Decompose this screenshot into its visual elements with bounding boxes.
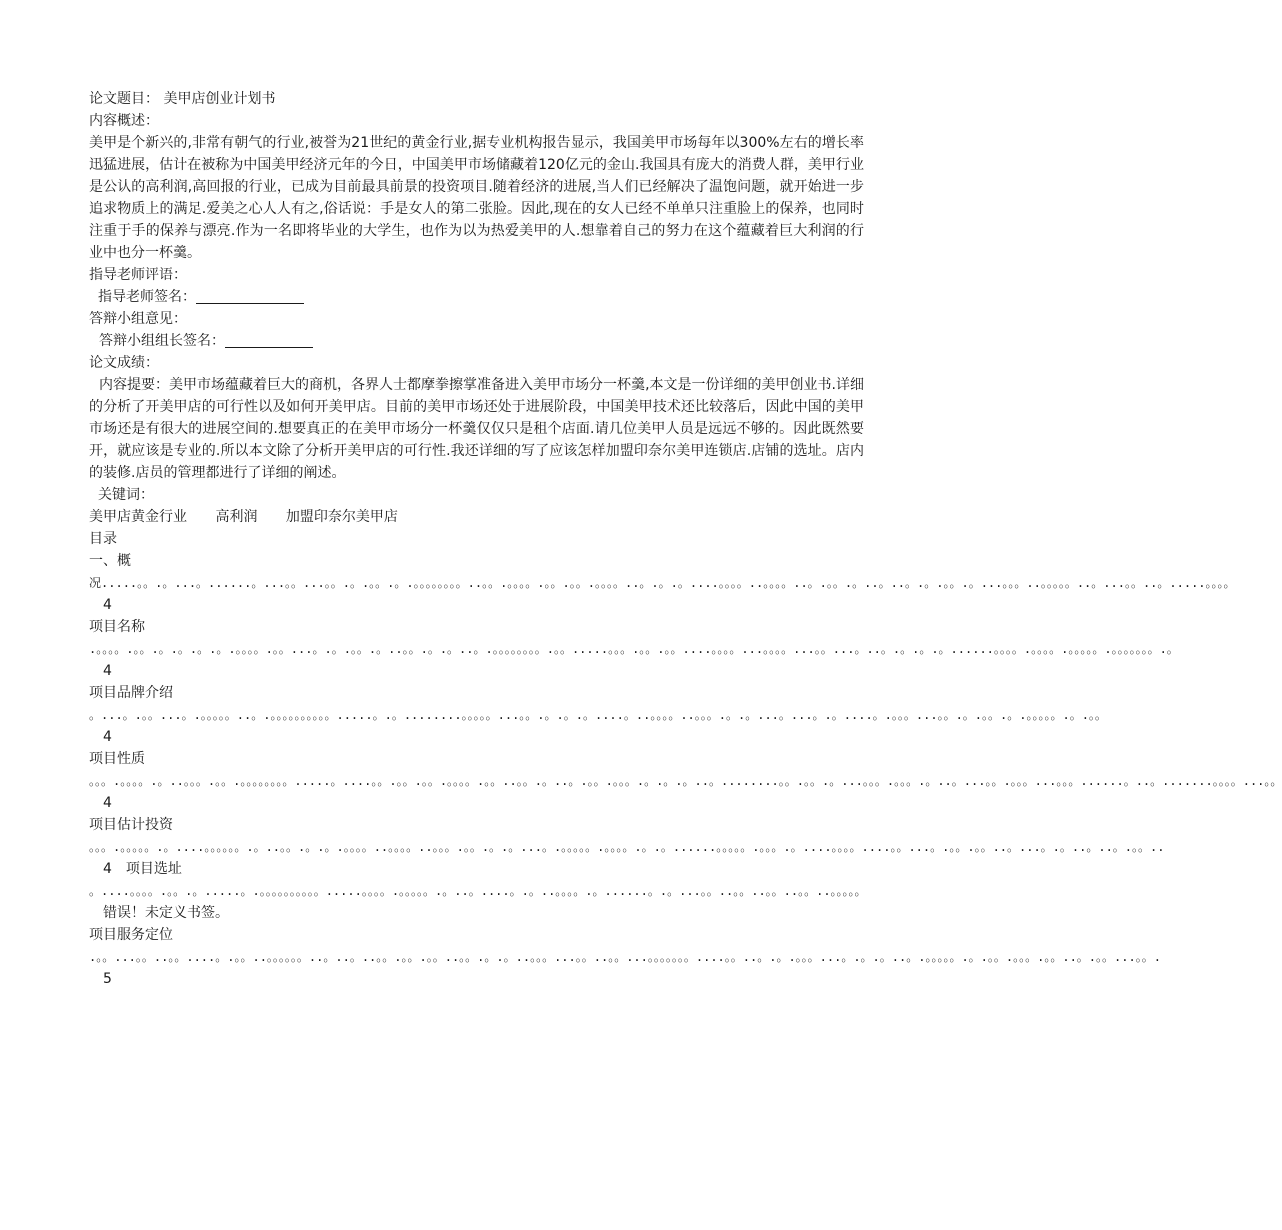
summary-heading: 内容概述：	[89, 113, 159, 129]
grade-label: 论文成绩：	[89, 355, 159, 371]
keywords-list	[89, 506, 864, 528]
committee-signature-label: 答辩小组组长签名：	[99, 333, 225, 349]
thesis-title-label: 论文题目：	[89, 91, 159, 107]
toc-entry-title: 况	[89, 576, 102, 590]
toc-entry-overview[interactable]	[89, 572, 1236, 616]
committee-opinion-label: 答辩小组意见：	[89, 311, 187, 327]
committee-signature-line	[89, 330, 864, 352]
toc-page-number: 4	[103, 663, 112, 679]
committee-signature-blank	[225, 333, 313, 348]
keywords-label: 关键词：	[98, 487, 154, 503]
toc-page-number: 4	[103, 861, 112, 877]
toc-page-number: 4	[103, 729, 112, 745]
toc-page-number: 4	[103, 597, 112, 613]
toc-entry-service-positioning[interactable]	[89, 924, 1161, 990]
toc-leader-dots: .....。。.。...。......。...。。...。。.。.。。.。.。。。。。。。。..。。.。。。。.。。.。。.。。。。..。.。.。....。。。。..。。。。..。.。。.。..。..。.。.。。.。...。。。..。。。。。..。...。。..。.....。。。。	[101, 576, 1236, 590]
toc-entry-title: 项目服务定位	[89, 927, 173, 943]
toc-entry-title: 项目品牌介绍	[89, 685, 173, 701]
toc-page-number: 5	[103, 971, 112, 987]
toc-entry-site-selection[interactable]	[89, 880, 867, 924]
advisor-signature-line	[89, 286, 864, 308]
toc-entry-title: 项目性质	[89, 751, 145, 767]
toc-leader	[89, 880, 867, 924]
toc-leader-dots: 。...。.。。...。.。。。。。..。.。。。。。。。。。。.....。.。........。。。。。...。。.。.。.。....。..。。。。..。。。.。.。...。...。.。....。.。。。...。。.。.。。.。.。。。。。.。.。。	[89, 708, 1107, 722]
toc-leader	[89, 704, 1107, 748]
advisor-signature-label: 指导老师签名：	[98, 289, 196, 305]
toc-entry-brand-intro[interactable]	[89, 682, 1107, 748]
summary-body: 美甲是个新兴的,非常有朝气的行业,被誉为21世纪的黄金行业,据专业机构报告显示，我国美甲市场每年以300%左右的增长率迅猛进展，估计在被称为中国美甲经济元年的今日，中国美甲市场储藏着120亿元的金山.我国具有庞大的消费人群，美甲行业是公认的高利润,高回报的行业，已成为目前最具前景的投资项目.随着经济的进展,当人们已经解决了温饱问题，就开始进一步追求物质上的满足.爱美之心人人有之,俗话说：手是女人的第二张脸。因此,现在的女人已经不单单只注重脸上的保养，也同时注重于手的保养与漂亮.作为一名即将毕业的大学生，也作为以为热爱美甲的人.想靠着自己的努力在这个蕴藏着巨大利润的行业中也分一杯羹。	[89, 135, 864, 261]
toc-leader-dots: 。....。。。。.。。.。.....。.。。。。。。。。。。.....。。。。.。。。。。.。..。....。.。..。。。。.。......。.。...。。..。。..。。..。。..。。。。。	[89, 884, 867, 898]
advisor-comment-label: 指导老师评语：	[89, 267, 187, 283]
toc-entry-project-name[interactable]	[89, 616, 1179, 682]
toc-entry-title: 项目名称	[89, 619, 145, 635]
advisor-signature-blank	[196, 289, 304, 304]
keyword-item: 美甲店黄金行业	[89, 509, 187, 525]
toc-entry-project-nature[interactable]	[89, 748, 1282, 814]
toc-leader	[89, 638, 1179, 682]
toc-leader	[89, 770, 1282, 814]
toc-leader	[89, 836, 1165, 880]
toc-entry-investment[interactable]	[89, 814, 1165, 880]
toc-leader-dots: .。。。。.。。.。.。.。.。.。。。。.。。...。.。.。。.。..。。.。.。..。.。。。。。。。。.。。.....。。。.。。.。。....。。。。...。。。。...。。...。..。.。.。.。......。。。。.。。。。.。。。。。.。。。。。。。.。	[89, 642, 1179, 656]
abstract-body: 内容提要：美甲市场蕴藏着巨大的商机，各界人士都摩拳擦掌准备进入美甲市场分一杯羹,本文是一份详细的美甲创业书.详细的分析了开美甲店的可行性以及如何开美甲店。目前的美甲市场还处于进展阶段，中国美甲技术还比较落后，因此中国的美甲市场还是有很大的进展空间的.想要真正的在美甲市场分一杯羹仅仅只是租个店面.请几位美甲人员是远远不够的。因此既然要开，就应该是专业的.所以本文除了分析开美甲店的可行性.我还详细的写了应该怎样加盟印奈尔美甲连锁店.店铺的选址。店内的装修.店员的管理都进行了详细的阐述。	[89, 377, 864, 481]
toc-entry-title: 项目估计投资	[89, 817, 173, 833]
thesis-title-value: 美甲店创业计划书	[163, 91, 276, 107]
toc-leader-dots: 。。。.。。。。.。..。。。.。。.。。。。。。。。.....。....。。.。。.。。.。。。。.。。..。。.。..。.。。.。。。.。.。.。..。........。。.。。.。...。。。.。。。.。..。...。。.。。。...。。。......。..。.......。。。。...。。	[89, 774, 1282, 788]
toc-inline-title: 项目选址	[125, 861, 182, 877]
toc-page-number: 4	[103, 795, 112, 811]
keyword-item: 高利润	[215, 509, 258, 525]
toc-leader-dots: .。。...。。..。。....。.。。..。。。。。。..。..。..。。.。。.。。..。。.。.。..。。。...。。..。。...。。。。。。。....。。..。.。.。。。...。.。.。..。.。。。。。.。.。。.。。。.。。..。.。。...。。.	[89, 950, 1161, 964]
thesis-title-line	[89, 88, 864, 110]
toc-page-error: 错误！未定义书签。	[103, 905, 229, 921]
toc-leader	[89, 572, 1236, 616]
toc-leader	[89, 946, 1161, 990]
keyword-item: 加盟印奈尔美甲店	[285, 509, 398, 525]
toc-heading: 目录	[89, 531, 117, 547]
toc-leader-dots: 。。。.。。。。。.。....。。。。。。.。..。。.。.。.。。。。..。。。。..。。。.。。.。.。...。.。。。。。.。。。。.。.。......。。。。。.。。。.。....。。。。....。。...。.。。.。。..。...。.。..。..。.。。..	[89, 840, 1165, 854]
toc-section-prefix: 一、概	[89, 553, 131, 569]
